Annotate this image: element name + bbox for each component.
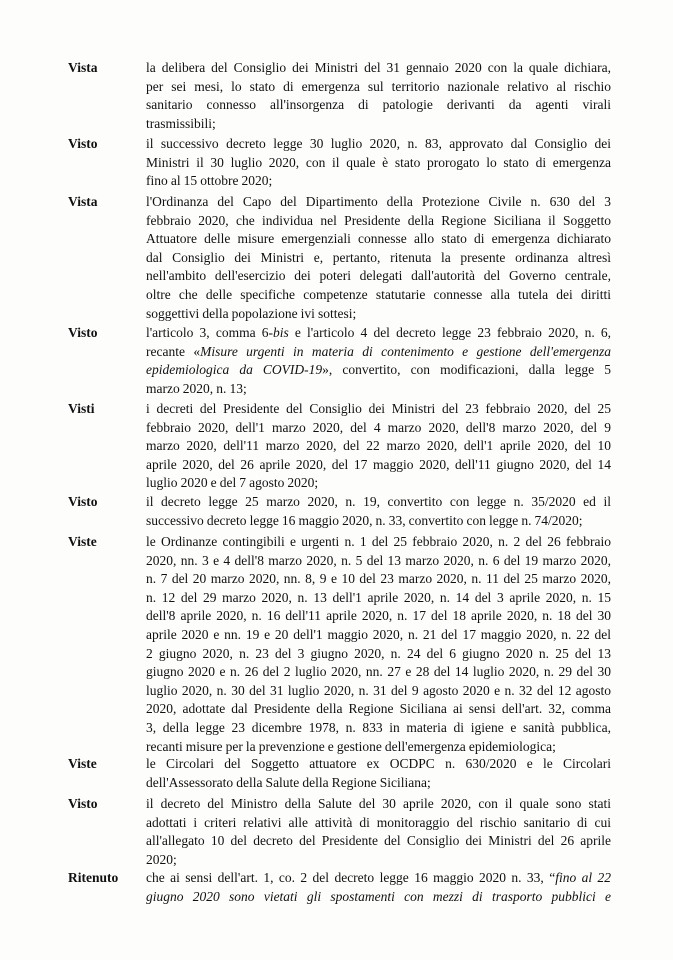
clause-keyword: Vista — [68, 60, 98, 75]
clause-text — [146, 324, 611, 398]
text-line: 2020, adottate dal Presidente della Regione Siciliana ai sensi dell'art. 32, comma — [146, 701, 611, 717]
clause-text — [146, 533, 611, 756]
clause-text — [146, 59, 611, 133]
clause-keyword: Visti — [68, 401, 95, 416]
text-line: dell'Assessorato della Salute della Regione Siciliana; — [146, 774, 431, 790]
text-line: il decreto legge 25 marzo 2020, n. 19, convertito con legge n. 35/2020 ed il — [146, 494, 611, 509]
text-line: adottati i criteri relativi alle attività di monitoraggio del rischio sanitario di cui — [146, 814, 611, 830]
text-line: febbraio 2020, dell'1 marzo 2020, del 4 marzo 2020, dell'8 marzo 2020, del 9 — [146, 419, 611, 435]
text-line: Ministri il 30 luglio 2020, con il quale è stato prorogato lo stato di emergenza — [146, 154, 611, 170]
text-line: trasmissibili; — [146, 115, 216, 131]
text-line: fino al 15 ottobre 2020; — [146, 173, 273, 189]
text-line: marzo 2020, n. 13; — [146, 380, 247, 396]
text-line — [146, 869, 611, 888]
text-line: successivo decreto legge 16 maggio 2020, n. 33, convertito con legge n. 74/2020; — [146, 512, 583, 528]
text-line: 2020, nn. 3 e 4 dell'8 marzo 2020, n. 5 del 13 marzo 2020, n. 6 del 19 marzo 2020, — [146, 552, 611, 568]
clause-keyword: Visto — [68, 325, 98, 340]
text-line: 2 giugno 2020, n. 23 del 3 giugno 2020, n. 24 del 6 giugno 2020 n. 25 del 13 — [146, 645, 611, 661]
clause-keyword: Visto — [68, 796, 98, 811]
text-line: Attuatore delle misure emergenziali connesse allo stato di emergenza dichiarato — [146, 231, 611, 247]
text-line: marzo 2020, dell'11 marzo 2020, del 22 marzo 2020, dell'1 aprile 2020, del 10 — [146, 438, 611, 454]
clause-keyword: Viste — [68, 756, 97, 771]
text-line: le Ordinanze contingibili e urgenti n. 1 del 25 febbraio 2020, n. 2 del 26 febbraio — [146, 534, 611, 549]
italic-segment: bis — [272, 325, 289, 340]
text-line: soggettivi della popolazione ivi sottesi; — [146, 305, 357, 321]
text-segment: l'articolo 3, comma 6- — [146, 325, 273, 340]
italic-segment: Misure urgenti in materia di contenimento e gestione dell'emergenza — [200, 343, 611, 359]
text-line: aprile 2020, del 26 aprile 2020, del 17 maggio 2020, dell'11 giugno 2020, del 14 — [146, 456, 611, 472]
clause-keyword: Vista — [68, 194, 98, 209]
text-line: dal Consiglio dei Ministri e, pertanto, ritenuta la presente ordinanza altresì — [146, 249, 611, 265]
text-segment: recante « — [146, 343, 201, 359]
text-line: luglio 2020, n. 30 del 31 luglio 2020, n. 31 del 9 agosto 2020 e n. 32 del 12 agosto — [146, 682, 611, 698]
text-line: per sei mesi, lo stato di emergenza sul territorio nazionale relativo al rischio — [146, 78, 611, 94]
text-line: l'Ordinanza del Capo del Dipartimento della Protezione Civile n. 630 del 3 — [146, 194, 611, 209]
text-line: oltre che delle specifiche competenze statutarie connesse alla tutela dei diritti — [146, 286, 611, 302]
text-line: febbraio 2020, che individua nel Presidente della Regione Siciliana il Soggetto — [146, 212, 611, 228]
text-line: il decreto del Ministro della Salute del 30 aprile 2020, con il quale sono stati — [146, 796, 611, 811]
clause-text — [146, 493, 611, 530]
text-line — [146, 361, 611, 380]
text-line: i decreti del Presidente del Consiglio dei Ministri del 23 febbraio 2020, del 25 — [146, 401, 611, 416]
text-line: le Circolari del Soggetto attuatore ex OCDPC n. 630/2020 e le Circolari — [146, 756, 611, 771]
text-line: nell'ambito dell'esercizio dei poteri delegati dall'autorità del Governo centrale, — [146, 268, 611, 284]
text-line: il successivo decreto legge 30 luglio 2020, n. 83, approvato dal Consiglio dei — [146, 136, 611, 151]
clause-keyword: Visto — [68, 136, 98, 151]
text-segment: che ai sensi dell'art. 1, co. 2 del decreto legge 16 maggio 2020 n. 33, “ — [146, 870, 556, 885]
text-line: 2020; — [146, 851, 177, 867]
text-line: n. 7 del 20 marzo 2020, nn. 8, 9 e 10 del 23 marzo 2020, n. 11 del 25 marzo 2020, — [146, 571, 611, 587]
text-line: n. 12 del 29 marzo 2020, n. 13 dell'1 aprile 2020, n. 14 del 3 aprile 2020, n. 15 — [146, 589, 611, 605]
text-line: aprile 2020 e nn. 19 e 20 dell'1 maggio 2020, n. 21 del 17 maggio 2020, n. 22 del — [146, 626, 611, 642]
text-line — [146, 343, 611, 362]
text-line: all'allegato 10 del decreto del Presidente del Consiglio dei Ministri del 26 aprile — [146, 833, 611, 849]
clause-text — [146, 193, 611, 323]
text-line: 3, della legge 23 dicembre 1978, n. 833 in materia di igiene e sanità pubblica, — [146, 719, 611, 735]
clause-text — [146, 135, 611, 191]
clause-text — [146, 755, 611, 792]
clause-text — [146, 400, 611, 493]
clause-keyword: Visto — [68, 494, 98, 509]
text-line: la delibera del Consiglio dei Ministri del 31 gennaio 2020 con la quale dichiara, — [146, 60, 611, 75]
text-line — [146, 324, 611, 343]
text-line — [146, 888, 611, 907]
text-segment: », convertito, con modificazioni, dalla legge 5 — [322, 362, 611, 378]
clause-text — [146, 795, 611, 869]
italic-segment: giugno 2020 sono vietati gli spostamenti con mezzi di trasporto pubblici e — [146, 888, 611, 904]
italic-segment: fino al 22 — [555, 870, 611, 885]
text-line: luglio 2020 e del 7 agosto 2020; — [146, 475, 319, 491]
text-line: recanti misure per la prevenzione e gestione dell'emergenza epidemiologica; — [146, 738, 556, 754]
text-line: sanitario connesso all'insorgenza di patologie derivanti da agenti virali — [146, 97, 611, 113]
clause-keyword: Viste — [68, 534, 97, 549]
text-line: dell'8 aprile 2020, n. 16 dell'11 aprile 2020, n. 17 del 18 aprile 2020, n. 18 del 30 — [146, 608, 611, 624]
italic-segment: epidemiologica da COVID-19 — [146, 362, 323, 378]
clause-text — [146, 869, 611, 906]
text-segment: e l'articolo 4 del decreto legge 23 febbraio 2020, n. 6, — [288, 325, 611, 340]
clause-keyword: Ritenuto — [68, 870, 119, 885]
text-line: giugno 2020 e n. 26 del 2 luglio 2020, nn. 27 e 28 del 14 luglio 2020, n. 29 del 30 — [146, 664, 611, 680]
